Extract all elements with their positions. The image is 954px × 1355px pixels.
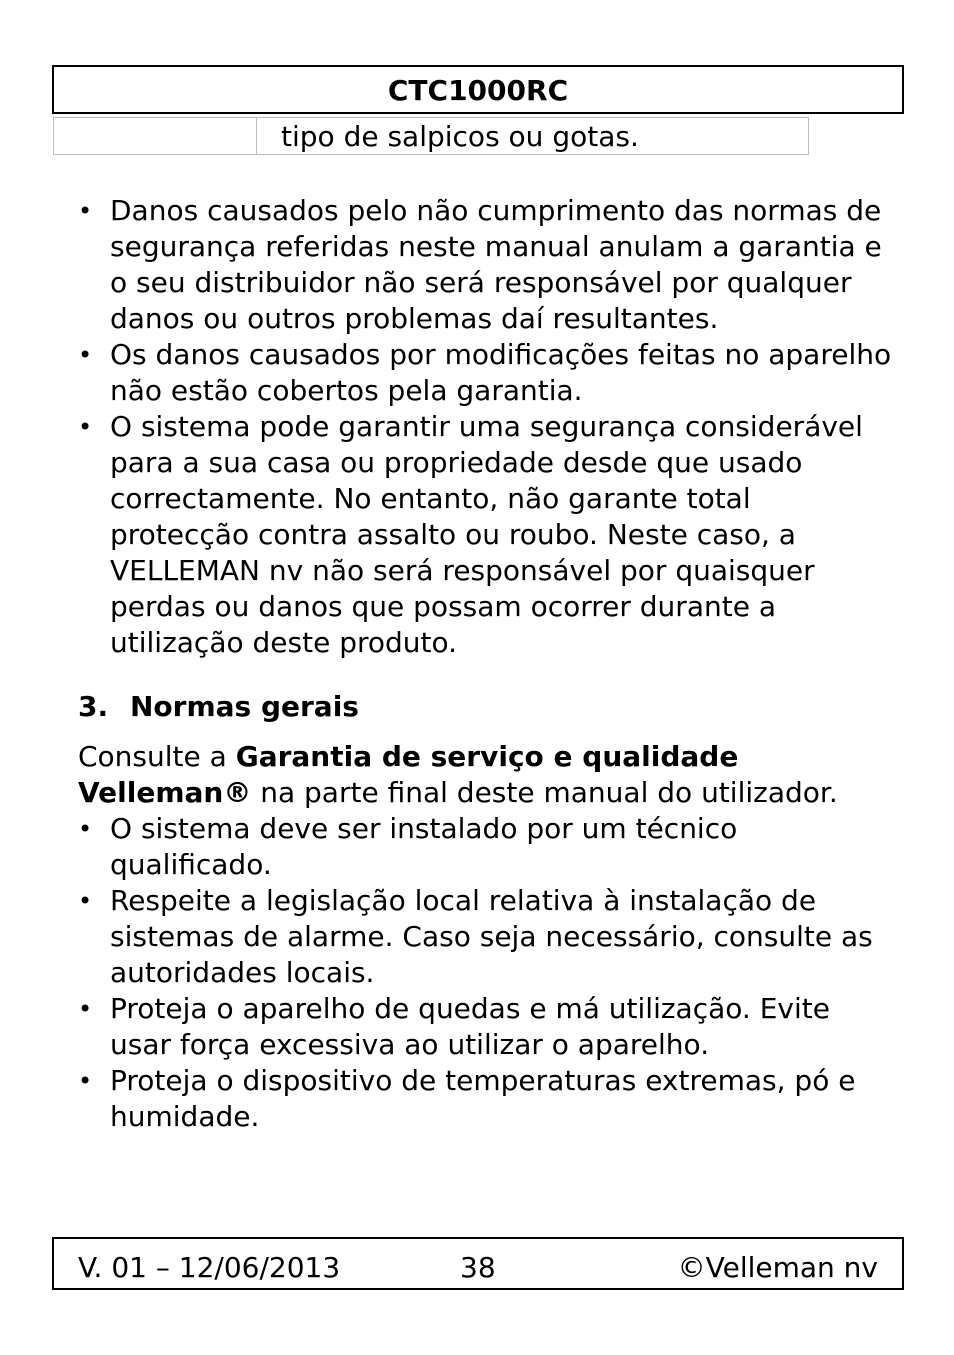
bullet-list-bottom bbox=[78, 811, 898, 1135]
intro-bold-text: Garantia de serviço e qualidade Velleman® bbox=[78, 740, 739, 809]
footer-box bbox=[52, 1237, 904, 1290]
main-content bbox=[78, 193, 898, 1135]
section-title: Normas gerais bbox=[130, 690, 359, 723]
list-item: • Proteja o dispositivo de temperaturas extremas, pó e humidade. bbox=[78, 1063, 898, 1135]
list-item: • Os danos causados por modificações feitas no aparelho não estão cobertos pela garantia. bbox=[78, 337, 898, 409]
footer-version: V. 01 – 12/06/2013 bbox=[78, 1251, 341, 1284]
table-row bbox=[53, 117, 809, 155]
intro-suffix: na parte final deste manual do utilizador. bbox=[251, 776, 838, 809]
bullet-list-top bbox=[78, 193, 898, 661]
section-heading bbox=[78, 689, 898, 725]
intro-paragraph bbox=[78, 739, 898, 811]
list-item: • Respeite a legislação local relativa à instalação de sistemas de alarme. Caso seja necessário, consulte as autoridades locais. bbox=[78, 883, 898, 991]
list-item: • O sistema deve ser instalado por um técnico qualificado. bbox=[78, 811, 898, 883]
document-title: CTC1000RC bbox=[387, 74, 569, 107]
table-cell-right: tipo de salpicos ou gotas. bbox=[281, 120, 639, 153]
list-item: • O sistema pode garantir uma segurança considerável para a sua casa ou propriedade desde que usado correctamente. No entanto, não garante total protecção contra assalto ou roubo. Neste caso, a VELLEMAN nv não será responsável por quaisquer perdas ou danos que possam ocorrer durante a utilização deste produto. bbox=[78, 409, 898, 661]
page-number: 38 bbox=[460, 1251, 496, 1284]
section-number: 3. bbox=[78, 690, 109, 723]
list-item: • Proteja o aparelho de quedas e má utilização. Evite usar força excessiva ao utilizar o aparelho. bbox=[78, 991, 898, 1063]
table-cell-left bbox=[54, 118, 257, 154]
intro-prefix: Consulte a bbox=[78, 740, 236, 773]
list-item: • Danos causados pelo não cumprimento das normas de segurança referidas neste manual anulam a garantia e o seu distribuidor não será responsável por qualquer danos ou outros problemas daí resultantes. bbox=[78, 193, 898, 337]
footer-copyright: ©Velleman nv bbox=[677, 1251, 878, 1284]
header-box bbox=[52, 65, 904, 114]
